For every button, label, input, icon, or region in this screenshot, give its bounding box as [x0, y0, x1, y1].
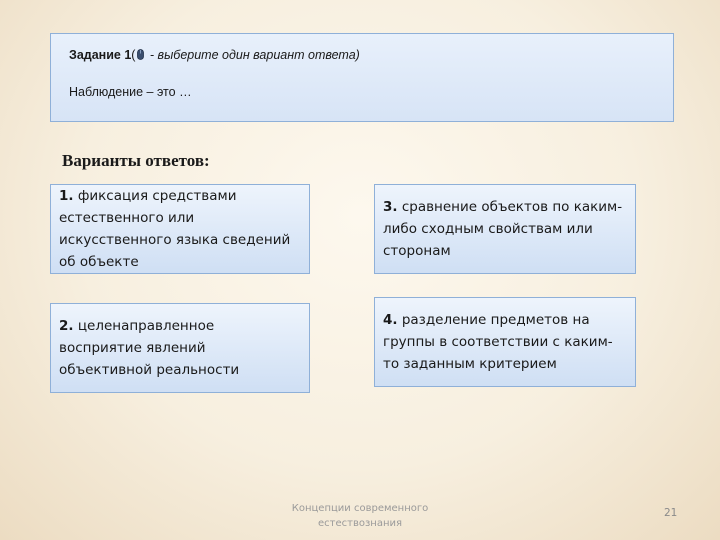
answer-option-2-text — [59, 315, 301, 381]
task-box — [50, 33, 674, 122]
task-title: Задание 1 — [69, 48, 132, 62]
task-question: Наблюдение – это … — [69, 85, 192, 99]
answer-label: фиксация средствами естественного или искусственного языка сведений об объекте — [59, 188, 291, 270]
task-instruction: - выберите один вариант ответа) — [146, 48, 360, 62]
footer-caption: Концепции современного естествознания — [291, 503, 429, 529]
answers-heading: Варианты ответов: — [62, 151, 210, 170]
page-number: 21 — [664, 507, 678, 519]
answer-option-3[interactable] — [374, 184, 636, 274]
answer-number: 2. — [59, 318, 74, 334]
answer-label: разделение предметов на группы в соответствии с каким-то заданным критерием — [383, 312, 613, 372]
answer-label: сравнение объектов по каким-либо сходным свойствам или сторонам — [383, 199, 623, 259]
task-instruction-line — [69, 48, 360, 63]
answer-number: 3. — [383, 199, 398, 215]
answer-option-1-text — [59, 185, 301, 273]
answer-option-3-text — [383, 196, 627, 262]
answer-label: целенаправленное восприятие явлений объективной реальности — [59, 318, 240, 378]
answer-option-2[interactable] — [50, 303, 310, 393]
answer-option-4[interactable] — [374, 297, 636, 387]
answer-option-4-text — [383, 309, 627, 375]
answer-option-1[interactable] — [50, 184, 310, 274]
mouse-icon — [137, 49, 144, 63]
task-paren: ( — [131, 48, 136, 62]
answer-number: 4. — [383, 312, 398, 328]
answer-number: 1. — [59, 188, 74, 204]
